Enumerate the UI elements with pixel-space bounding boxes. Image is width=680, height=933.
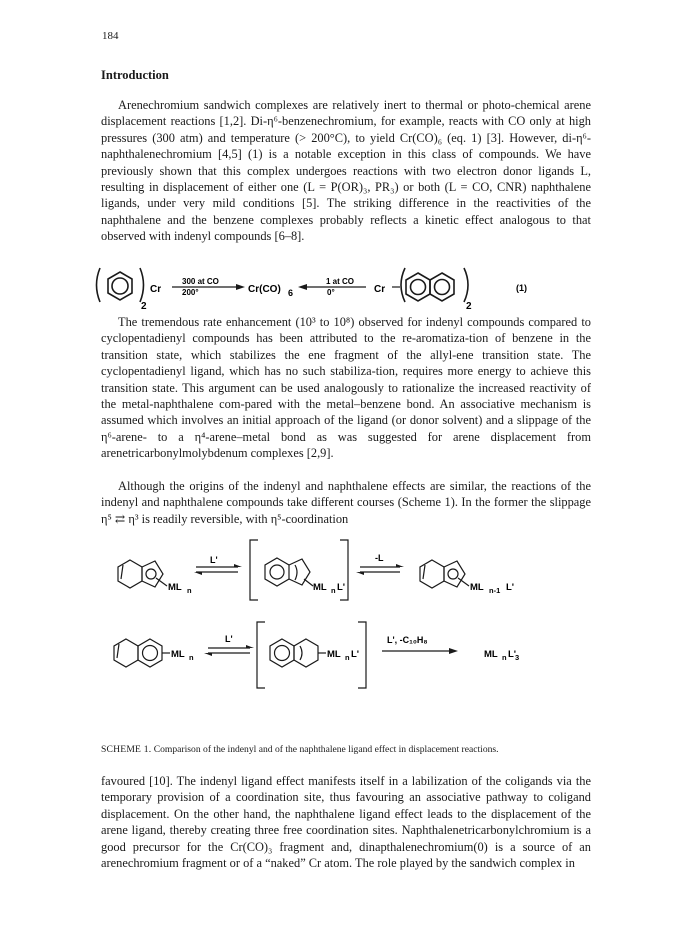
arrow-condition-bottom-left: 200° [182,288,199,297]
caption-label: SCHEME 1. [101,744,152,755]
arrow-condition-top-left: 300 at CO [182,277,219,286]
section-heading: Introduction [101,68,169,82]
scheme-label: ML [313,582,327,593]
paragraph-rate-enhancement: The tremendous rate enhancement (10³ to 10⁸) observed for indenyl compounds compared to cyclopentadienyl compounds has been attributed to the re-aromatiza-tion of benzene in the transition state, which stabilizes the ene fragment of the allyl-ene transition state. The cyclopentadienyl ligand, which has no such stabiliza-tion, requires more energy to achieve this transition state. This argument can be used analogously to rationalize the increased reactivity of the metal-naphthalene com-pared with the metal–benzene bond. An associative mechanism is assumed which involves an initial approach of the ligand (or donor solvent) and a slippage of the η⁶-arene- to a η⁴-arene–metal bond as was suggested for arene displacement from arenetricarbonylmolybdenum complexes [2,9]. [101,315,591,461]
scheme-arrow-label: L' [225,634,233,644]
scheme-label-sub: n [189,653,194,662]
scheme-label: ML [327,649,341,660]
scheme-product-ligand-sub: 3 [515,653,520,662]
arrow-condition-bottom-right: 0° [327,288,335,297]
arrow-condition-top-right: 1 at CO [326,277,355,286]
scheme-product-ligand: L' [508,649,517,660]
indenyl-complex-left [118,560,167,588]
page-number: 184 [102,30,119,42]
scheme-label-ligand: L' [506,582,515,593]
scheme-label: ML [470,582,484,593]
paragraph-continuation: favoured [10]. The indenyl ligand effect manifests itself in a labilization of the coligands via the temporary provision of a coordination site, thus favouring an associative pathway to coligand displacement. On the other hand, the naphthalene ligand effect leads to the displacement of the arene ligand, thereby creating three free coordination sites. Naphthalenetricarbonylchromium is a good precursor for the Cr(CO)₃ fragment and, dinapthalenechromium(0) is a source of an arenechromium fragment or of a “naked” Cr atom. The role played by the sandwich complex in [101,774,591,871]
naphthalene-intermediate [270,639,326,667]
scheme-label-sub: n-1 [489,586,501,595]
scheme-label-ligand: L' [337,582,346,593]
scheme-label-sub: n [187,586,192,595]
product-formula: Cr(CO) [248,284,281,295]
scheme-arrow-label: L' [210,555,218,565]
scheme-label-sub: n [331,586,336,595]
scheme-arrow-label: L', -C₁₀H₈ [387,635,428,645]
right-metal: Cr [374,284,386,295]
scheme-label: ML [171,649,185,660]
product-subscript: 6 [288,288,294,298]
paragraph-indenyl-naphthalene: Although the origins of the indenyl and naphthalene effects are similar, the reactions of the indenyl and naphthalene compounds take different courses (Scheme 1). In the former the slippage η⁵ ⇄ η³ is readily reversible, with η⁵-coordination [101,479,591,526]
scheme-label-ligand: L' [351,649,360,660]
scheme-label: ML [168,582,182,593]
scheme-label-sub: n [345,653,350,662]
left-subscript: 2 [141,301,147,312]
paragraph-intro: Arenechromium sandwich complexes are relatively inert to thermal or photo-chemical arene displacement reactions [1,2]. Di-η⁶-benzenechromium, for example, reacts with CO only at high pressures (300 atm) and temperature (> 200°C), to yield Cr(CO)₆ (eq. 1) [3]. However, di-η⁶-naphthalenechromium [4,5] (1) is a notable exception in this class of compounds. We have previously shown that this complex undergoes reactions with two electron donor ligands L, resulting in displacement of either one (L = P(OR)₃, PR₃) or both (L = CO, CNR) naphthalene ligands, under very mild conditions [5]. The striking difference in the reactivities of the naphthalene and the benzene complexes probably reflects a kinetic effect analogous to that observed with indenyl compounds [6–8]. [101,98,591,244]
scheme-caption [101,744,499,755]
right-subscript: 2 [466,301,472,312]
scheme-product: ML [484,649,498,660]
scheme-arrow-label: -L [375,553,384,563]
equation-number: (1) [516,283,527,293]
caption-text: Comparison of the indenyl and of the naphthalene ligand effect in displacement reactions. [153,744,499,755]
indenyl-complex-right [420,560,469,588]
left-metal: Cr [150,284,162,295]
scheme-product-sub: n [502,653,507,662]
naphthalene-complex-left [114,639,170,667]
indenyl-intermediate [265,558,313,586]
